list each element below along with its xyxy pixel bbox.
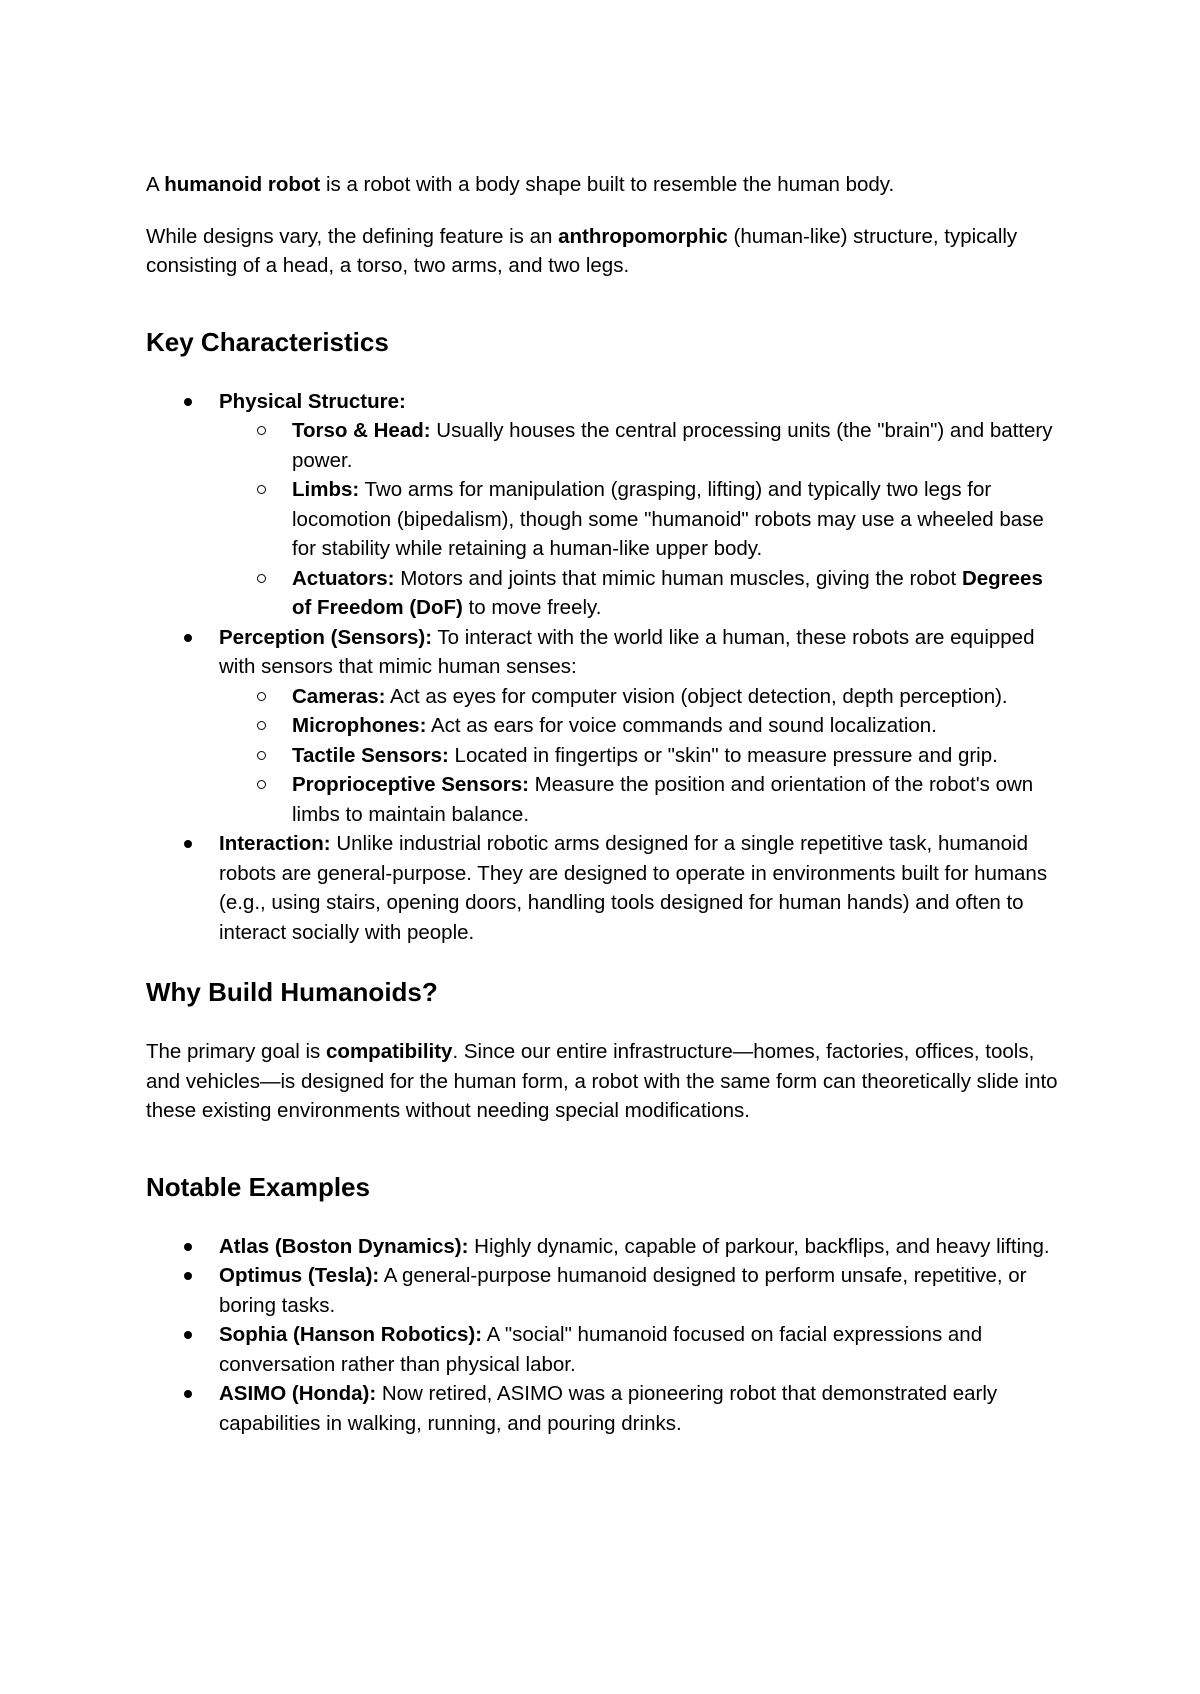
heading-why-build-humanoids: Why Build Humanoids?: [146, 977, 438, 1007]
bold-term: compatibility: [326, 1040, 453, 1063]
key-characteristics-list: [146, 387, 1066, 948]
list-item: [146, 829, 1066, 947]
sub-list: [219, 682, 1066, 830]
sub-list-item: [219, 682, 1066, 712]
sub-list-item: [219, 711, 1066, 741]
spacer: [146, 947, 1066, 975]
sub-item-label: Limbs:: [292, 478, 360, 501]
list-item: [146, 1232, 1066, 1262]
text-run: The primary goal is: [146, 1040, 327, 1063]
sub-item-label: Proprioceptive Sensors:: [292, 773, 529, 796]
sub-item-label: Torso & Head:: [292, 419, 431, 442]
sub-list-item: [219, 416, 1066, 475]
sub-item-label: Tactile Sensors:: [292, 743, 449, 767]
intro-paragraph-2: [146, 222, 1066, 281]
sub-item-text: Act as ears for voice commands and sound localization.: [426, 714, 937, 737]
bold-term: humanoid robot: [164, 173, 321, 196]
sub-item-text: Usually houses the central processing units (the "brain") and battery power.: [292, 419, 1053, 472]
item-label: Sophia (Hanson Robotics):: [219, 1323, 483, 1346]
item-text: Highly dynamic, capable of parkour, backflips, and heavy lifting.: [468, 1234, 1050, 1258]
bold-term: anthropomorphic: [558, 224, 728, 248]
sub-list-item: [219, 564, 1066, 623]
sub-item-label: Microphones:: [292, 714, 427, 737]
heading-notable-examples: Notable Examples: [146, 1171, 370, 1202]
sub-list-item: [219, 475, 1066, 564]
sub-item-text: Motors and joints that mimic human muscles, giving the robot: [394, 566, 962, 590]
list-item: [146, 387, 1066, 623]
list-item: [146, 1379, 1066, 1438]
sub-list-item: [219, 770, 1066, 829]
item-label: ASIMO (Honda):: [219, 1382, 377, 1405]
heading-key-characteristics: Key Characteristics: [146, 326, 389, 357]
sub-list-item: [219, 741, 1066, 771]
text-run: A: [146, 173, 165, 196]
notable-examples-list: [146, 1232, 1066, 1439]
intro-paragraph-1: [146, 170, 1066, 200]
sub-item-label: Cameras:: [292, 684, 386, 708]
text-run: While designs vary, the defining feature is an: [146, 224, 559, 248]
item-text: Unlike industrial robotic arms designed for a single repetitive task, humanoid robots are general-purpose. They are designed to operate in environments built for humans (e.g., using stairs, opening doors, handling tools designed for human hands) and often to interact socially with people.: [219, 832, 1048, 944]
sub-item-text: Measure the position and orientation of the robot's own limbs to maintain balance.: [292, 773, 1034, 826]
item-text: To interact with the world like a human, these robots are equipped with sensors that mimic human senses:: [219, 625, 1035, 678]
item-label: Optimus (Tesla):: [219, 1264, 380, 1287]
item-text: Now retired, ASIMO was a pioneering robot that demonstrated early capabilities in walking, running, and pouring drinks.: [219, 1382, 998, 1435]
sub-item-text: Two arms for manipulation (grasping, lifting) and typically two legs for locomotion (bipedalism), though some "humanoid" robots may use a wheeled base for stability while retaining a human-like upper body.: [292, 478, 1044, 560]
list-item: [146, 1261, 1066, 1320]
sub-list: [219, 416, 1066, 623]
item-text: A general-purpose humanoid designed to perform unsafe, repetitive, or boring tasks.: [219, 1264, 1027, 1317]
list-item: [146, 623, 1066, 830]
item-text: A "social" humanoid focused on facial expressions and conversation rather than physical labor.: [219, 1323, 983, 1376]
sub-item-label: Degrees of Freedom (DoF): [292, 566, 1043, 619]
text-run: is a robot with a body shape built to resemble the human body.: [320, 173, 895, 196]
sub-item-text: Act as eyes for computer vision (object detection, depth perception).: [385, 684, 1008, 708]
text-run: (human-like) structure, typically consisting of a head, a torso, two arms, and two legs.: [146, 224, 1018, 277]
item-label: Interaction:: [219, 832, 331, 855]
document-page: [146, 170, 1066, 1438]
text-run: . Since our entire infrastructure—homes, factories, offices, tools, and vehicles—is designed for the human form, a robot with the same form can theoretically slide into these existing environments without needing special modifications.: [146, 1040, 1058, 1122]
sub-item-text: to move freely.: [462, 596, 602, 619]
why-build-paragraph: [146, 1037, 1066, 1126]
item-label: Physical Structure:: [219, 389, 406, 413]
list-item: [146, 1320, 1066, 1379]
sub-item-label: Actuators:: [292, 566, 395, 590]
item-label: Perception (Sensors):: [219, 625, 433, 649]
sub-item-text: Located in fingertips or "skin" to measure pressure and grip.: [448, 743, 998, 767]
item-label: Atlas (Boston Dynamics):: [219, 1234, 469, 1258]
